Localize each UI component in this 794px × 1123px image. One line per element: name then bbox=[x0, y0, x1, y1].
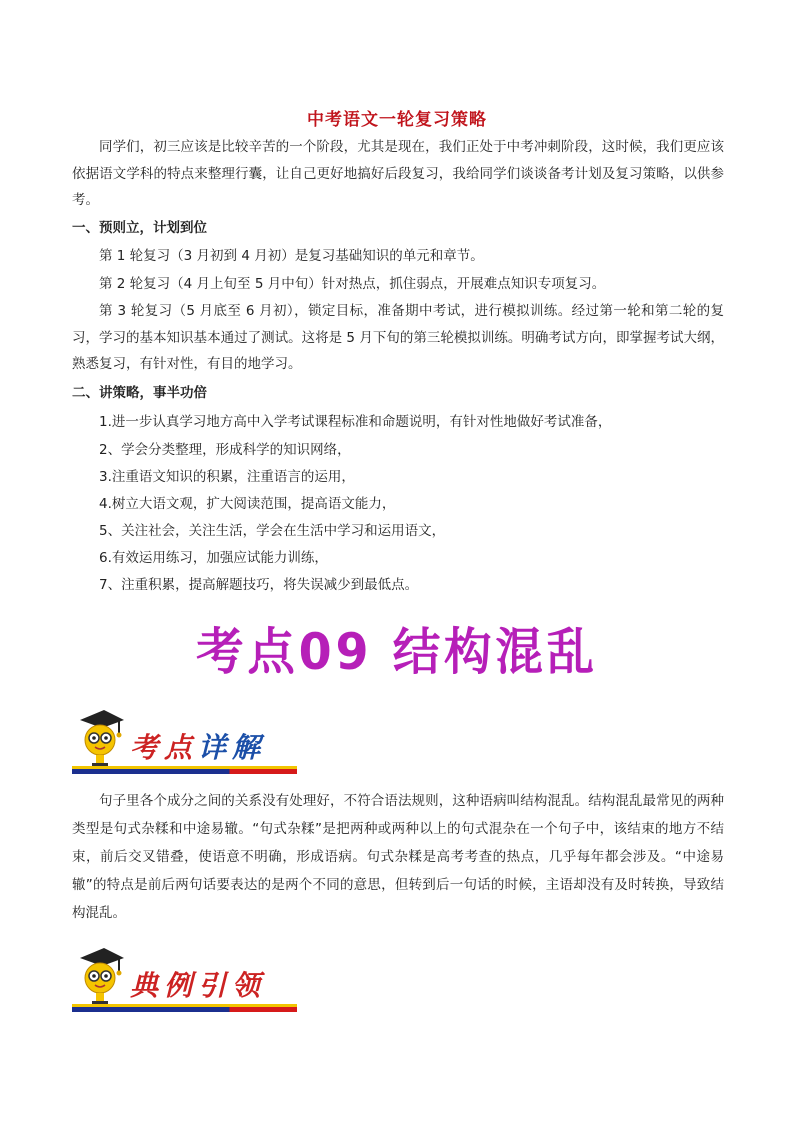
banner-examples bbox=[72, 946, 297, 1012]
page-title: 中考语文一轮复习策略 bbox=[307, 110, 487, 130]
section2-item-3: 3.注重语文知识的积累，注重语言的运用， bbox=[99, 469, 355, 485]
section1-heading: 一、预则立，计划到位 bbox=[72, 220, 207, 236]
banner-examples-part2: 引领 bbox=[198, 969, 267, 1002]
section1-item-1: 第 1 轮复习（3 月初到 4 月初）是复习基础知识的单元和章节。 bbox=[99, 248, 484, 264]
section2-item-1: 1.进一步认真学习地方高中入学考试课程标准和命题说明，有针对性地做好考试准备， bbox=[99, 414, 612, 430]
section2-item-2: 2、学会分类整理，形成科学的知识网络， bbox=[99, 442, 351, 458]
banner-underline bbox=[72, 769, 297, 774]
intro-paragraph: 同学们，初三应该是比较辛苦的一个阶段，尤其是现在，我们正处于中考冲刺阶段，这时候，我们更应该依据语文学科的特点来整理行囊，让自己更好地搞好后段复习，我给同学们谈谈备考计划及复习策略，以供参考。 bbox=[72, 139, 724, 208]
graduate-mascot-icon bbox=[74, 708, 126, 768]
section1-paragraph: 第 3 轮复习（5 月底至 6 月初），锁定目标，准备期中考试，进行模拟训练。经过第一轮和第二轮的复习，学习的基本知识基本通过了测试。这将是 5 月下旬的第三轮模拟训练。明确考试方向，即掌握考试大纲，熟悉复习，有针对性，有目的地学习。 bbox=[72, 303, 724, 372]
banner-key-points-part1: 考点 bbox=[130, 731, 199, 764]
section2-item-6: 6.有效运用练习，加强应试能力训练， bbox=[99, 550, 328, 566]
section2-item-4: 4.树立大语文观，扩大阅读范围，提高语文能力， bbox=[99, 496, 396, 512]
section2-item-7: 7、注重积累，提高解题技巧，将失误减少到最低点。 bbox=[99, 577, 419, 593]
explanation-paragraph: 句子里各个成分之间的关系没有处理好，不符合语法规则，这种语病叫结构混乱。结构混乱最常见的两种类型是句式杂糅和中途易辙。“句式杂糅”是把两种或两种以上的句式混杂在一个句子中，该结束的地方不结束，前后交叉错叠，使语意不明确，形成语病。句式杂糅是高考考查的热点，几乎每年都会涉及。“中途易辙”的特点是前后两句话要表达的是两个不同的意思，但转到后一句话的时候，主语却没有及时转换，导致结构混乱。 bbox=[72, 793, 724, 921]
section2-item-5: 5、关注社会，关注生活，学会在生活中学习和运用语文， bbox=[99, 523, 446, 539]
banner-examples-part1: 典例 bbox=[130, 969, 199, 1002]
topic-title: 考点09 结构混乱 bbox=[196, 623, 598, 681]
banner-key-points-part2: 详解 bbox=[198, 731, 267, 764]
section1-item-2: 第 2 轮复习（4 月上旬至 5 月中旬）针对热点，抓住弱点，开展难点知识专项复习。 bbox=[99, 276, 606, 292]
section2-heading: 二、讲策略，事半功倍 bbox=[72, 385, 207, 401]
banner-examples-text bbox=[130, 964, 266, 1004]
banner-key-points-text bbox=[130, 726, 266, 766]
graduate-mascot-icon bbox=[74, 946, 126, 1006]
banner-underline bbox=[72, 1007, 297, 1012]
banner-key-points bbox=[72, 708, 297, 774]
